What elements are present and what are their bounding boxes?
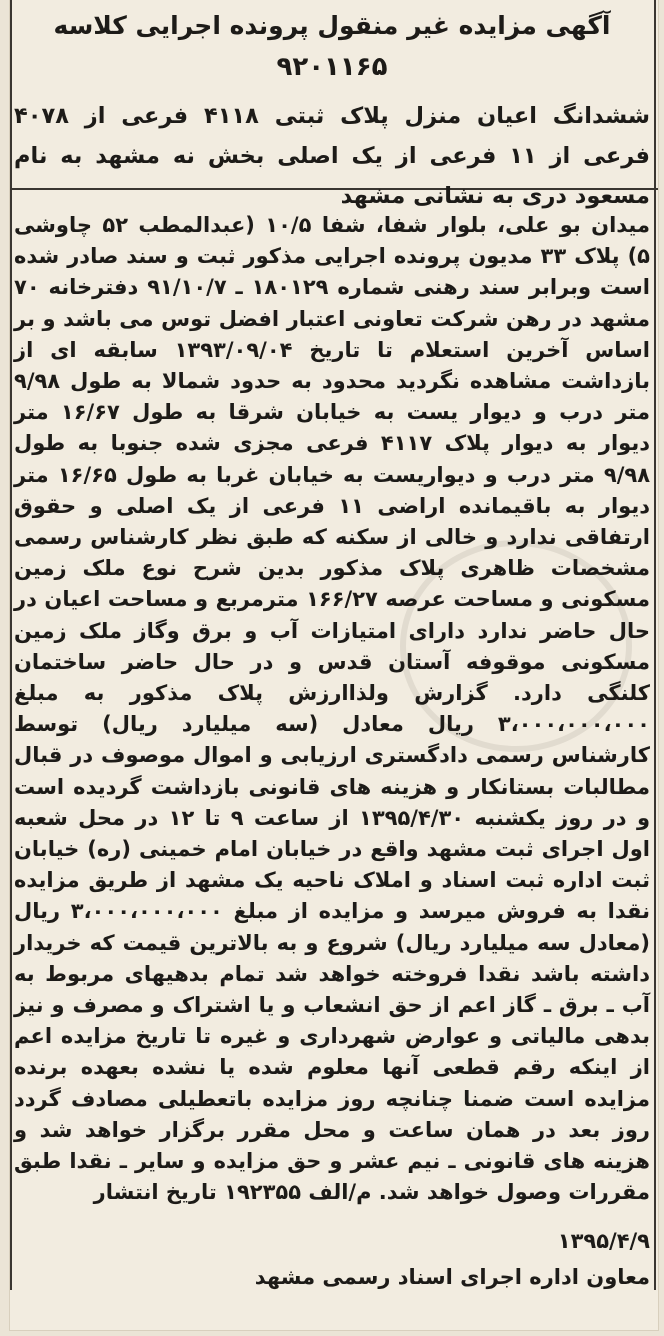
signature-line: معاون اداره اجرای اسناد رسمی مشهد — [254, 1265, 650, 1289]
left-column-rule — [10, 0, 12, 1290]
publication-date: ۱۳۹۵/۴/۹ — [557, 1229, 650, 1253]
notice-title: آگهی مزایده غیر منقول پرونده اجرایی کلاسه — [53, 11, 611, 40]
file-number: ۹۲۰۱۱۶۵ — [276, 52, 388, 82]
notice-body: میدان بو علی، بلوار شفا، شفا ۱۰/۵ (عبدالمطب ۵۲ چاوشی ۵) پلاک ۳۳ مدیون پرونده اجرایی مذکور ثبت و سند صادر شده است وبرابر سند رهنی شماره ۱۸۰۱۲۹ ـ ۹۱/۱۰/۷ دفترخانه ۷۰ مشهد در رهن شرکت تعاونی اعتبار افضل توس می باشد و بر اساس آخرین استعلام تا تاریخ ۱۳۹۳/۰۹/۰۴ سابقه ای از بازداشت مشاهده نگردید محدود به حدود شمالا به طول ۹/۹۸ متر درب و دیوار یست به خیابان شرقا به طول ۱۶/۶۷ متر دیوار به دیوار پلاک ۴۱۱۷ فرعی مجزی شده جنوبا به طول ۹/۹۸ متر درب و دیواریست به خیابان غربا به طول ۱۶/۶۵ متر دیوار به باقیمانده اراضی ۱۱ فرعی از یک اصلی و حقوق ارتفاقی ندارد و خالی از سکنه که طبق نظر کارشناس رسمی مشخصات ظاهری پلاک مذکور بدین شرح نوع ملک زمین مسکونی و مساحت عرصه ۱۶۶/۲۷ مترمربع و مساحت اعیان در حال حاضر ندارد دارای امتیازات آب و برق وگاز ملک زمین مسکونی موقوفه آستان قدس و در حال حاضر ساختمان کلنگی دارد. گزارش ولذاارزش پلاک مذکور به مبلغ ۳،۰۰۰،۰۰۰،۰۰۰ ریال معادل (سه میلیارد ریال) توسط کارشناس رسمی دادگستری ارزیابی و اموال موصوف در قبال مطالبات بستانکار و هزینه های قانونی بازداشت گردیده است و در روز یکشنبه ۱۳۹۵/۴/۳۰ از ساعت ۹ تا ۱۲ در محل شعبه اول اجرای ثبت مشهد واقع در خیابان امام خمینی (ره) خیابان ثبت اداره ثبت اسناد و املاک ناحیه یک مشهد از طریق مزایده نقدا به فروش میرسد و مزایده از مبلغ ۳،۰۰۰،۰۰۰،۰۰۰ ریال (معادل سه میلیارد ریال) شروع و به بالاترین قیمت که خریدار داشته باشد نقدا فروخته خواهد شد تمام بدهیهای مربوط به آب ـ برق ـ گاز اعم از حق انشعاب و یا اشتراک و مصرف و نیز بدهی مالیاتی و عوارض شهرداری و غیره تا تاریخ مزایده اعم از اینکه رقم قطعی آنها معلوم شده یا نشده بعهده برنده مزایده است ضمنا چنانچه روز مزایده باتعطیلی مصادف گردد روز بعد در همان ساعت و محل مقرر برگزار خواهد شد و هزینه های قانونی ـ نیم عشر و حق مزایده و سایر ـ نقدا طبق مقررات وصول خواهد شد. م/الف ۱۹۲۳۵۵ تاریخ انتشار — [14, 213, 651, 1205]
right-column-rule — [654, 0, 656, 1290]
notice-lead-paragraph: ششدانگ اعیان منزل پلاک ثبتی ۴۱۱۸ فرعی از ۴۰۷۸ فرعی از ۱۱ فرعی از یک اصلی بخش نه مشهد به نام مسعود دری به نشانی مشهد — [14, 103, 650, 209]
